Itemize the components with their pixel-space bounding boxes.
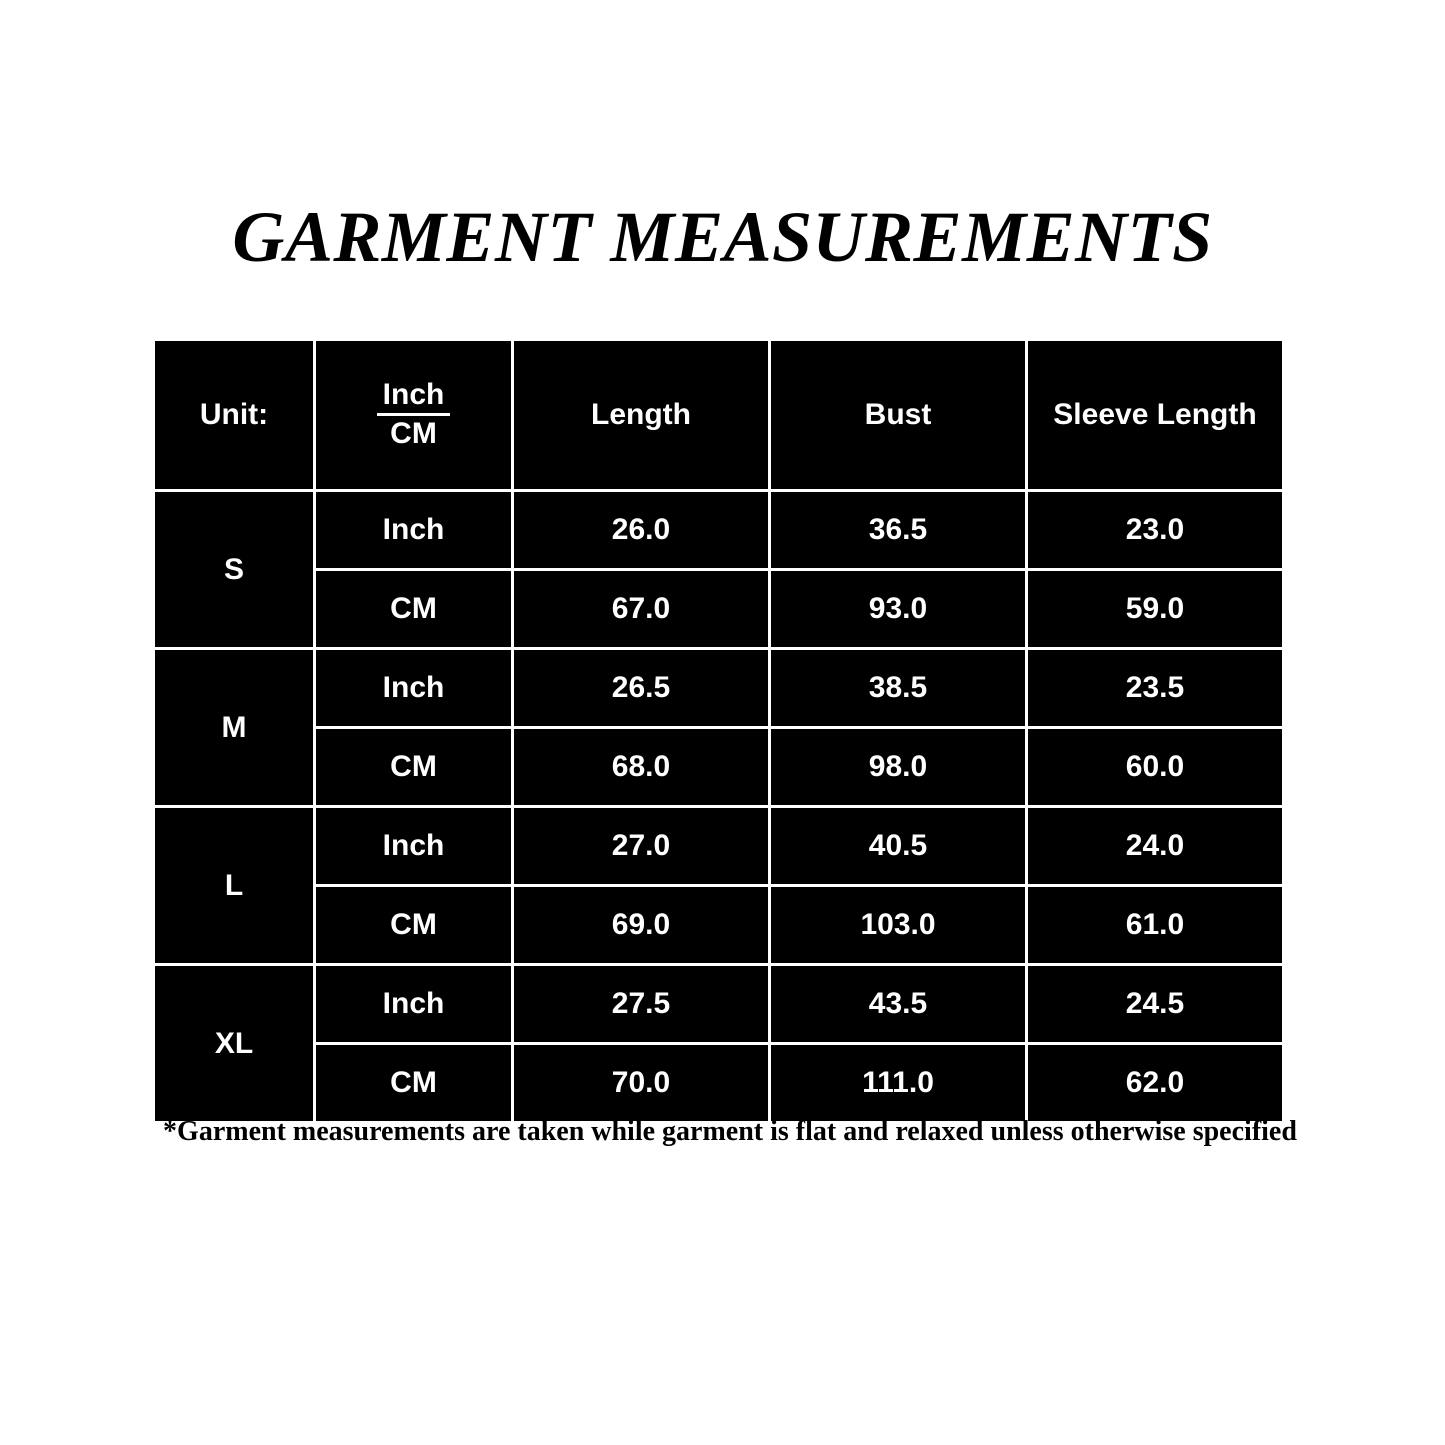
header-unit-cm: CM [390, 416, 437, 450]
table-row [155, 887, 1282, 963]
value-bust: 93.0 [771, 571, 1025, 647]
unit-label: CM [316, 887, 511, 963]
page-title: GARMENT MEASUREMENTS [232, 197, 1213, 277]
table-row [155, 808, 1282, 884]
table-row [155, 492, 1282, 568]
value-sleeve: 23.0 [1028, 492, 1282, 568]
value-length: 27.5 [514, 966, 768, 1042]
unit-label: Inch [316, 966, 511, 1042]
unit-label: CM [316, 571, 511, 647]
unit-label: CM [316, 729, 511, 805]
size-label-m: M [155, 650, 313, 805]
value-length: 26.0 [514, 492, 768, 568]
unit-label: CM [316, 1045, 511, 1121]
size-label-xl: XL [155, 966, 313, 1121]
value-bust: 98.0 [771, 729, 1025, 805]
table-row [155, 966, 1282, 1042]
measurements-table-container [152, 338, 1256, 1124]
header-column-sleeve-length: Sleeve Length [1028, 341, 1282, 489]
value-length: 69.0 [514, 887, 768, 963]
value-sleeve: 59.0 [1028, 571, 1282, 647]
value-length: 67.0 [514, 571, 768, 647]
unit-label: Inch [316, 650, 511, 726]
value-sleeve: 60.0 [1028, 729, 1282, 805]
value-bust: 38.5 [771, 650, 1025, 726]
value-sleeve: 62.0 [1028, 1045, 1282, 1121]
measurements-table [152, 338, 1285, 1124]
value-bust: 103.0 [771, 887, 1025, 963]
value-length: 26.5 [514, 650, 768, 726]
value-sleeve: 24.5 [1028, 966, 1282, 1042]
value-length: 68.0 [514, 729, 768, 805]
header-unit-fraction [316, 341, 511, 489]
header-unit-inch: Inch [377, 379, 451, 416]
header-unit-label: Unit: [155, 341, 313, 489]
table-row [155, 1045, 1282, 1121]
table-header-row [155, 341, 1282, 489]
value-sleeve: 24.0 [1028, 808, 1282, 884]
value-bust: 36.5 [771, 492, 1025, 568]
size-label-s: S [155, 492, 313, 647]
unit-label: Inch [316, 808, 511, 884]
footnote-text: *Garment measurements are taken while garment is flat and relaxed unless otherwise specified [163, 1116, 1297, 1147]
value-bust: 111.0 [771, 1045, 1025, 1121]
table-row [155, 650, 1282, 726]
table-row [155, 571, 1282, 647]
table-row [155, 729, 1282, 805]
value-length: 70.0 [514, 1045, 768, 1121]
value-length: 27.0 [514, 808, 768, 884]
value-bust: 40.5 [771, 808, 1025, 884]
value-sleeve: 23.5 [1028, 650, 1282, 726]
value-sleeve: 61.0 [1028, 887, 1282, 963]
header-column-bust: Bust [771, 341, 1025, 489]
value-bust: 43.5 [771, 966, 1025, 1042]
header-column-length: Length [514, 341, 768, 489]
unit-label: Inch [316, 492, 511, 568]
size-label-l: L [155, 808, 313, 963]
